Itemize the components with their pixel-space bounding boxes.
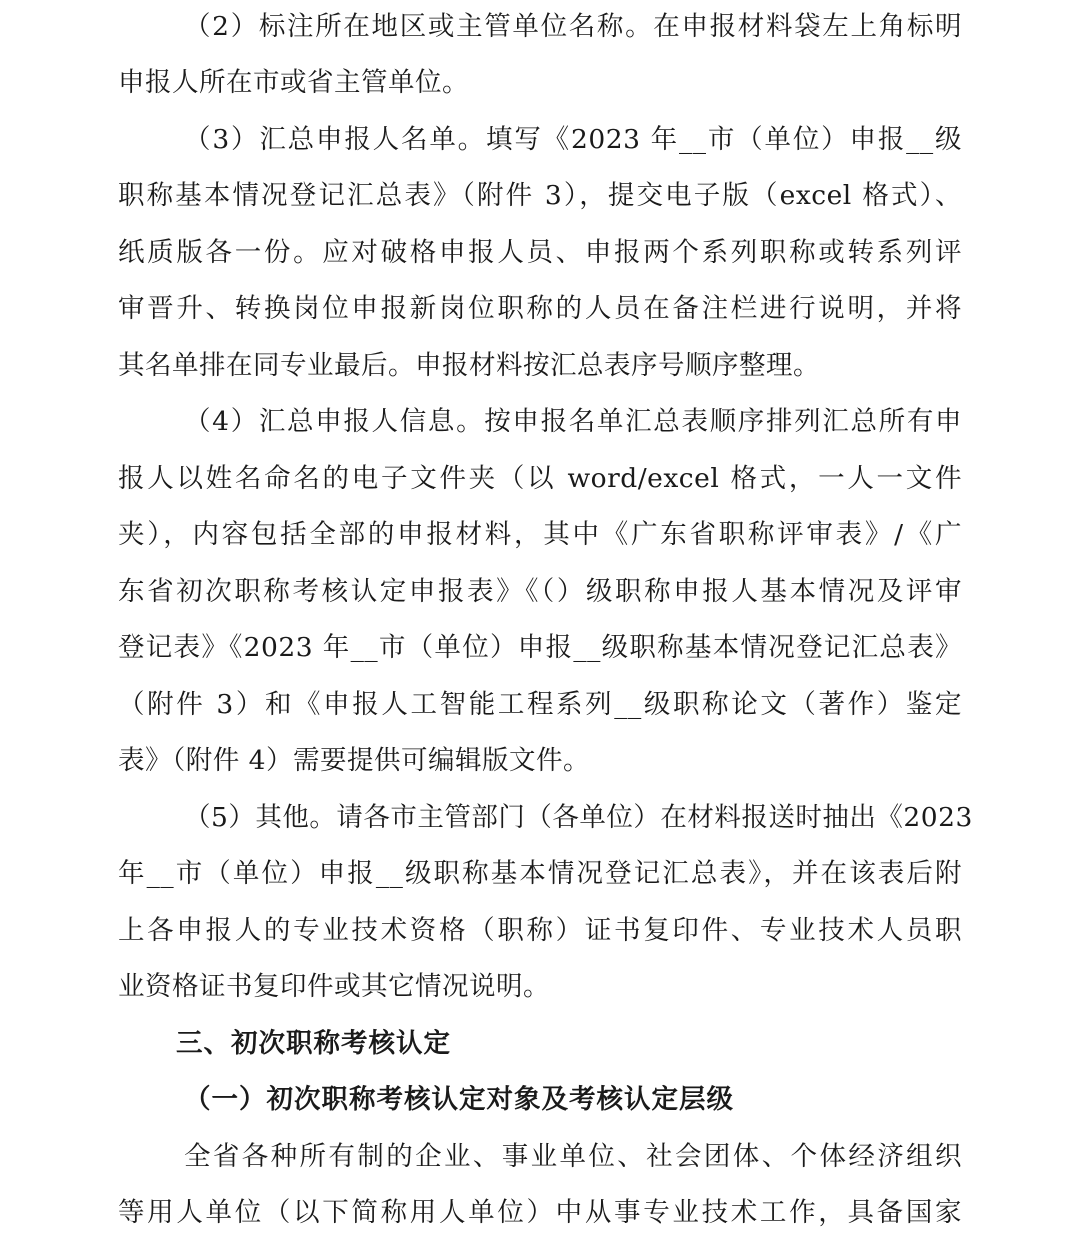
paragraph-4-line-4: 东省初次职称考核认定申报表》《（）级职称申报人基本情况及评审 bbox=[118, 576, 962, 607]
paragraph-4-line-2: 报人以姓名命名的电子文件夹（以 word/excel 格式，一人一文件 bbox=[118, 463, 962, 494]
paragraph-6-line-2: 等用人单位（以下简称用人单位）中从事专业技术工作，具备国家 bbox=[118, 1197, 962, 1228]
paragraph-6-line-1: 全省各种所有制的企业、事业单位、社会团体、个体经济组织 bbox=[184, 1141, 962, 1172]
paragraph-4-line-1: （4）汇总申报人信息。按申报名单汇总表顺序排列汇总所有申 bbox=[184, 406, 962, 437]
paragraph-3-line-2: 职称基本情况登记汇总表》（附件 3），提交电子版（excel 格式）、 bbox=[118, 180, 962, 211]
paragraph-3-line-1: （3）汇总申报人名单。填写《2023 年__市（单位）申报__级 bbox=[184, 124, 962, 155]
paragraph-5-line-3: 上各申报人的专业技术资格（职称）证书复印件、专业技术人员职 bbox=[118, 915, 962, 946]
paragraph-2-line-2: 申报人所在市或省主管单位。 bbox=[118, 67, 469, 98]
paragraph-4-line-7: 表》（附件 4）需要提供可编辑版文件。 bbox=[118, 745, 591, 776]
paragraph-5-line-2: 年__市（单位）申报__级职称基本情况登记汇总表》，并在该表后附 bbox=[118, 858, 962, 889]
paragraph-3-line-4: 审晋升、转换岗位申报新岗位职称的人员在备注栏进行说明，并将 bbox=[118, 293, 962, 324]
paragraph-4-line-6: （附件 3）和《申报人工智能工程系列__级职称论文（著作）鉴定 bbox=[118, 689, 962, 720]
section-heading: 三、初次职称考核认定 bbox=[176, 1028, 451, 1059]
paragraph-2-line-1: （2）标注所在地区或主管单位名称。在申报材料袋左上角标明 bbox=[184, 11, 962, 42]
paragraph-4-line-5: 登记表》《2023 年__市（单位）申报__级职称基本情况登记汇总表》 bbox=[118, 632, 962, 663]
paragraph-5-line-1: （5）其他。请各市主管部门（各单位）在材料报送时抽出《2023 bbox=[184, 802, 973, 833]
paragraph-4-line-3: 夹），内容包括全部的申报材料，其中《广东省职称评审表》/《广 bbox=[118, 519, 962, 550]
paragraph-5-line-4: 业资格证书复印件或其它情况说明。 bbox=[118, 971, 550, 1002]
subsection-heading: （一）初次职称考核认定对象及考核认定层级 bbox=[184, 1084, 734, 1115]
paragraph-3-line-3: 纸质版各一份。应对破格申报人员、申报两个系列职称或转系列评 bbox=[118, 237, 962, 268]
paragraph-3-line-5: 其名单排在同专业最后。申报材料按汇总表序号顺序整理。 bbox=[118, 350, 820, 381]
